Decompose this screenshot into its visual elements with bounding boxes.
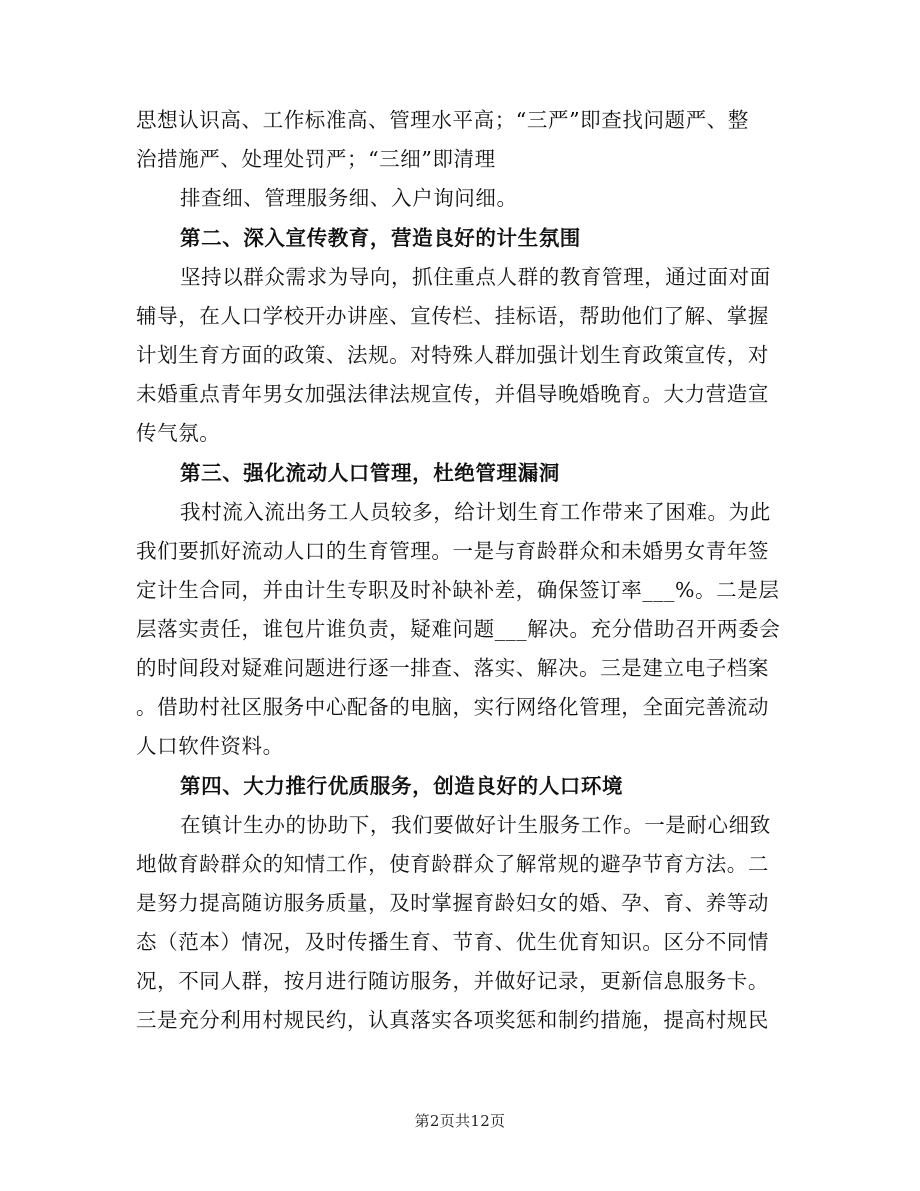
text-line: 的时间段对疑难问题进行逐一排查、落实、解决。三是建立电子档案 xyxy=(136,656,769,680)
text-line: 排查细、管理服务细、入户询问细。 xyxy=(180,186,518,210)
text-line: 态（范本）情况，及时传播生育、节育、优生优育知识。区分不同情 xyxy=(136,930,769,954)
text-line: 治措施严、处理处罚严；“三细”即清理 xyxy=(136,147,496,171)
text-line: 未婚重点青年男女加强法律法规宣传，并倡导晚婚晚育。大力营造宣 xyxy=(136,382,769,406)
text-line: 三是充分利用村规民约，认真落实各项奖惩和制约措施，提高村规民 xyxy=(136,1008,769,1032)
page-footer: 第2页共12页 xyxy=(414,1112,506,1130)
intro-paragraph xyxy=(136,101,786,218)
text-line: 。借助村社区服务中心配备的电脑，实行网络化管理，全面完善流动 xyxy=(136,695,769,719)
text-line: 辅导，在人口学校开办讲座、宣传栏、挂标语，帮助他们了解、掌握 xyxy=(136,304,769,328)
text-line: 传气氛。 xyxy=(136,421,221,445)
text-line: 定计生合同，并由计生专职及时补缺补差，确保签订率___%。二是层 xyxy=(136,578,780,602)
text-line: 层落实责任，谁包片谁负责，疑难问题___解决。充分借助召开两委会 xyxy=(136,617,781,641)
section-3 xyxy=(136,453,786,766)
section-heading: 第二、深入宣传教育，营造良好的计生氛围 xyxy=(180,226,581,250)
text-line: 在镇计生办的协助下，我们要做好计生服务工作。一是耐心细致 xyxy=(180,813,771,837)
text-line: 我们要抓好流动人口的生育管理。一是与育龄群众和未婚男女青年签 xyxy=(136,539,769,563)
text-line: 况，不同人群，按月进行随访服务，并做好记录，更新信息服务卡。 xyxy=(136,969,769,993)
text-line: 坚持以群众需求为导向，抓住重点人群的教育管理，通过面对面 xyxy=(180,265,771,289)
text-line: 思想认识高、工作标准高、管理水平高；“三严”即查找问题严、整 xyxy=(136,108,749,132)
text-line: 地做育龄群众的知情工作，使育龄群众了解常规的避孕节育方法。二 xyxy=(136,852,769,876)
text-line: 是努力提高随访服务质量，及时掌握育龄妇女的婚、孕、育、养等动 xyxy=(136,891,769,915)
section-heading: 第三、强化流动人口管理，杜绝管理漏洞 xyxy=(180,461,560,485)
text-line: 计划生育方面的政策、法规。对特殊人群加强计划生育政策宣传，对 xyxy=(136,343,769,367)
document-body xyxy=(136,101,786,1040)
section-4 xyxy=(136,766,786,1040)
section-heading: 第四、大力推行优质服务，创造良好的人口环境 xyxy=(180,774,624,798)
text-line: 我村流入流出务工人员较多，给计划生育工作带来了困难。为此 xyxy=(180,500,771,524)
section-2 xyxy=(136,218,786,453)
text-line: 人口软件资料。 xyxy=(136,734,284,758)
